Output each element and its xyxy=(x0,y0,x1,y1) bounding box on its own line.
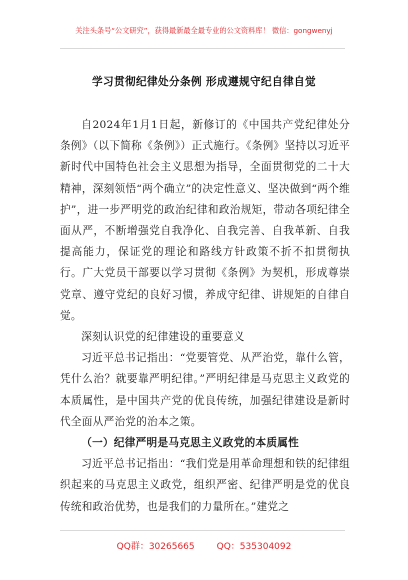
document-body xyxy=(60,115,350,518)
body-paragraph: 自2024年1月1日起，新修订的《中国共产党纪律处分条例》（以下简称《条例》）正式施行。《条例》坚持以习近平新时代中国特色社会主义思想为指导，全面贯彻党的二十大精神，深刻领悟“两个确立”的决定性意义、坚决做到“两个维护”，进一步严明党的政治纪律和政治规矩，带动各项纪律全面从严，不断增强党自我净化、自我完善、自我革新、自我提高能力，保证党的理论和路线方针政策不折不扣贯彻执行。广大党员干部要以学习贯彻《条例》为契机，形成尊崇党章、遵守党纪的良好习惯，养成守纪律、讲规矩的自律自觉。 xyxy=(60,119,350,322)
header-divider xyxy=(60,48,345,49)
section-heading: 深刻认识党的纪律建设的重要意义 xyxy=(81,331,245,344)
body-paragraph: 习近平总书记指出：“我们党是用革命理想和铁的纪律组织起来的马克思主义政党，组织严密、纪律严明是党的优良传统和政治优势，也是我们的力量所在。”建党之 xyxy=(60,458,350,513)
footer-divider xyxy=(60,530,345,531)
subsection-heading: （一）纪律严明是马克思主义政党的本质属性 xyxy=(81,437,300,450)
footer-contact xyxy=(0,539,408,552)
footer-qq-group: QQ群：30265665 xyxy=(116,542,195,552)
footer-qq: QQ：535304092 xyxy=(216,542,292,552)
header-banner: 关注头条号“公文研究”，获得最新最全最专业的公文资料库！ 微信：gongwenyj xyxy=(75,26,333,35)
document-title: 学习贯彻纪律处分条例 形成遵规守纪自律自觉 xyxy=(92,76,316,88)
body-paragraph: 习近平总书记指出：“党要管党、从严治党，靠什么管，凭什么治？就要靠严明纪律。”严明纪律是马克思主义政党的本质属性，是中国共产党的优良传统，加强纪律建设是新时代全面从严治党的治本之策。 xyxy=(60,352,350,428)
